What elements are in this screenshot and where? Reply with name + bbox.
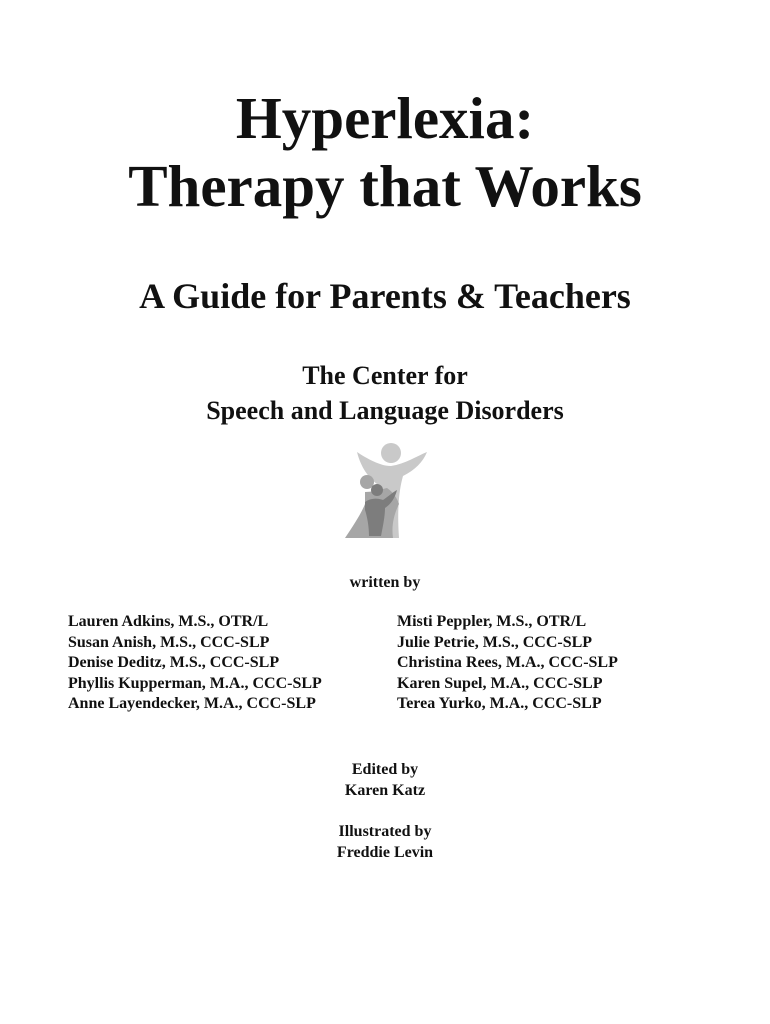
family-figures-logo-icon [335, 440, 435, 540]
author-name: Karen Supel, M.A., CCC-SLP [397, 674, 603, 692]
author-name: Denise Deditz, M.S., CCC-SLP [68, 654, 280, 672]
author-name: Susan Anish, M.S., CCC-SLP [68, 633, 270, 651]
organization-line-2: Speech and Language Disorders [206, 396, 564, 425]
author-name: Lauren Adkins, M.S., OTR/L [68, 613, 269, 630]
illustrator-label: Illustrated by [338, 823, 432, 840]
author-name: Christina Rees, M.A., CCC-SLP [397, 654, 618, 672]
logo-back-figure-head [381, 443, 401, 463]
author-name: Misti Peppler, M.S., OTR/L [397, 613, 587, 630]
written-by-label: written by [349, 574, 421, 591]
illustrator-credit [0, 822, 770, 863]
organization-name [0, 358, 770, 428]
author-name: Phyllis Kupperman, M.A., CCC-SLP [68, 674, 322, 692]
author-name: Terea Yurko, M.A., CCC-SLP [397, 695, 602, 713]
book-title [0, 84, 770, 220]
book-title-line-2: Therapy that Works [128, 153, 642, 219]
book-subtitle: A Guide for Parents & Teachers [139, 276, 631, 316]
book-title-line-1: Hyperlexia: [235, 85, 535, 151]
editor-name: Karen Katz [344, 781, 426, 799]
authors-left-column [68, 612, 322, 715]
author-name: Julie Petrie, M.S., CCC-SLP [397, 633, 593, 651]
author-name: Anne Layendecker, M.A., CCC-SLP [68, 695, 316, 713]
illustrator-name: Freddie Levin [336, 843, 434, 861]
editor-label: Edited by [351, 761, 419, 778]
logo-child-figure-head [371, 484, 383, 496]
authors-right-column [397, 612, 618, 715]
organization-line-1: The Center for [302, 361, 468, 390]
editor-credit [0, 760, 770, 801]
